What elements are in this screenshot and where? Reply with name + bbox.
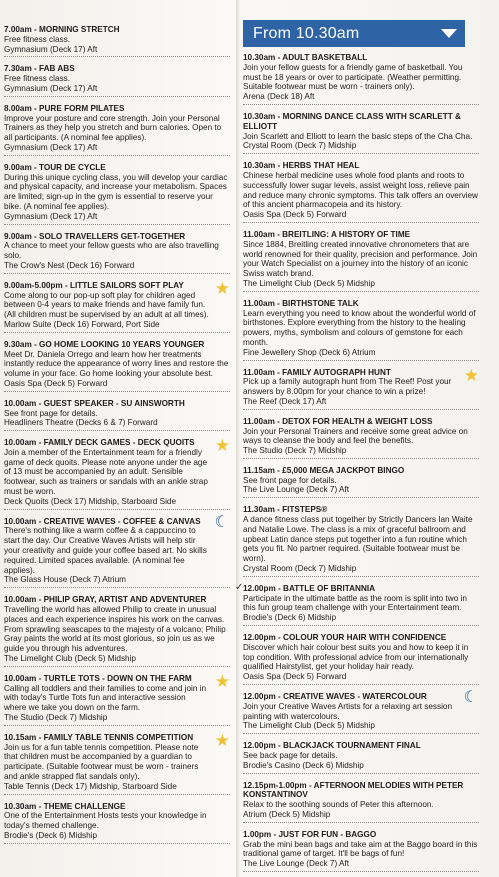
event-description: Join a member of the Entertainment team for a friendly game of deck quoits. Please note anyone under the age of 13 must be accompanied by an adult. Sensible footwear, such as trainers or sandals with an ankle strap must be worn. (4, 447, 208, 497)
event-item (4, 61, 230, 96)
event-description: Improve your posture and core strength. Join your Personal Trainers as they help you stretch and burn calories. Open to all participants. (A nominal fee applies). (4, 113, 222, 143)
event-item (243, 778, 479, 823)
event-item (243, 689, 479, 734)
right-column (235, 0, 483, 877)
event-title: 11.30am - FITSTEPS® (243, 505, 328, 515)
event-location: Atrium (Deck 5) Midship (243, 810, 331, 819)
event-location: The Limelight Club (Deck 5) Midship (4, 654, 136, 664)
event-item (243, 414, 479, 459)
event-description: Since 1884, Breitling created innovative chronometers that are world renowned for their quality, precision and performance. Join your Watch Specialist on a journey into the history of an iconic Swiss watch brand. (243, 239, 478, 279)
event-description: Discover which hair colour best suits you and how to keep it in top condition. With professional advice from our internationally qualified Hairstylist, get your holiday hair ready. (243, 642, 469, 672)
event-location: The Live Lounge (Deck 7) Aft (243, 485, 350, 495)
event-title: 7.30am - FAB ABS (4, 64, 75, 74)
event-title: 11.00am - BIRTHSTONE TALK (243, 298, 359, 308)
section-title: From 10.30am (253, 25, 360, 42)
event-item (243, 463, 479, 498)
event-item (4, 101, 230, 156)
event-item (243, 827, 479, 872)
event-description: See back page for details. (243, 751, 338, 761)
event-description: Join us for a fun table tennis competition. Please note that children must be accompanied by a guardian to participate. (Suitable footwear must be worn - trainers and ankle strapped flat sandals only). (4, 742, 199, 781)
event-item (243, 109, 479, 154)
event-location: Crystal Room (Deck 7) Midship (243, 141, 357, 151)
event-location: The Studio (Deck 7) Midship (243, 446, 347, 456)
event-item (4, 278, 230, 333)
event-description: One of the Entertainment Hosts tests your knowledge in today's themed challenge. (4, 811, 207, 831)
event-title: 9.00am - TOUR DE CYCLE (4, 162, 106, 172)
event-title: 7.00am - MORNING STRETCH (4, 25, 120, 34)
event-description: Participate in the ultimate battle as the room is split into two in this fun group team challenge with your Entertainment team. (243, 593, 467, 613)
family-star-icon: ★ (463, 365, 479, 385)
family-star-icon: ★ (214, 436, 230, 456)
event-description: Free fitness class. (4, 34, 70, 44)
event-item (4, 671, 230, 726)
event-description: A dance fitness class put together by Strictly Dancers Ian Waite and Natalie Lowe. The class is a mix of graceful ballroom and upbeat Latin dance steps put together into a fun routine which gets you fit. No partner required. (Suitable footwear must be worn). (243, 515, 473, 564)
event-location: Marlow Suite (Deck 16) Forward, Port Side (4, 319, 160, 329)
event-item (4, 229, 230, 274)
event-title: 10.00am - FAMILY DECK GAMES - DECK QUOITS (4, 438, 195, 448)
event-title: 11.00am - DETOX FOR HEALTH & WEIGHT LOSS (243, 416, 433, 426)
event-description: Meet Dr. Daniela Orrego and learn how her treatments instantly reduce the appearance of worry lines and restore the volume in your face. Go home looking your absolute best. (4, 349, 229, 379)
event-description: See front page for details. (4, 408, 98, 418)
event-description: Learn everything you need to know about the wonderful world of birthstones. Explore everything from the history to the healing powers, myths, symbolism and colours of gemstone for each month. (243, 308, 476, 347)
event-location: Deck Quoits (Deck 17) Midship, Starboard Side (4, 496, 177, 506)
event-title: 8.00am - PURE FORM PILATES (4, 103, 125, 113)
event-title: 9.00am-5.00pm - LITTLE SAILORS SOFT PLAY (4, 280, 184, 290)
event-location: Brodie's (Deck 6) Midship (4, 830, 98, 840)
event-description: Pick up a family autograph hunt from The Reef! Post your answers by 8.00pm for your chance to win a prize! (243, 377, 452, 397)
event-location: Crystal Room (Deck 7) Midship (243, 564, 357, 574)
family-star-icon: ★ (214, 671, 230, 691)
left-event-list (4, 22, 230, 844)
event-description: Relax to the soothing sounds of Peter this afternoon. (243, 800, 434, 810)
event-description: Grab the mini bean bags and take aim at the Baggo board in this traditional game of target. It'll be bags of fun! (243, 839, 478, 859)
event-location: Table Tennis (Deck 17) Midship, Starboard Side (4, 781, 177, 791)
event-location: The Reef (Deck 17) Aft (243, 396, 327, 406)
creative-waves-icon: ☾ (463, 689, 478, 707)
event-location: Fine Jewellery Shop (Deck 6) Atrium (243, 347, 376, 357)
event-location: The Crow's Nest (Deck 16) Forward (4, 260, 135, 270)
family-star-icon: ★ (214, 730, 230, 750)
event-location: The Glass House (Deck 7) Atrium (4, 575, 126, 585)
event-item (243, 50, 479, 105)
event-location: Oasis Spa (Deck 5) Forward (4, 378, 108, 388)
creative-waves-icon: ☾ (214, 513, 229, 531)
triangle-down-icon (441, 29, 457, 38)
event-item (4, 799, 230, 844)
event-title: 1.00pm - JUST FOR FUN - BAGGO (243, 829, 377, 839)
event-title: 10.00am - TURTLE TOTS - DOWN ON THE FARM (4, 673, 192, 683)
event-description: During this unique cycling class, you will develop your cardiac and physical capacity, and increase your metabolism. Spaces are limited; sign-up in the gym is essential to reserve your bike. (A nominal fee applies). (4, 172, 228, 211)
event-item (4, 730, 230, 795)
event-description: See front page for details. (243, 475, 337, 485)
event-location: Gymnasium (Deck 17) Aft (4, 142, 98, 152)
event-description: Chinese herbal medicine uses whole food plants and roots to successfully lower sugar levels, assist weight loss, relieve pain and reduce many chronic symptoms. This talk offers an overview of this ancient pharmacopeia and its history. (243, 170, 478, 210)
event-description: There's nothing like a warm coffee & a cappuccino to start the day. Our Creative Waves Artists will help stir your creativity and guide your coffee based art. No skills required. Limited spaces available. (A nominal fee applies). (4, 526, 207, 575)
event-location: The Live Lounge (Deck 7) Aft (243, 859, 350, 869)
page-fold (236, 0, 240, 877)
event-item (4, 22, 230, 57)
event-title: 9.30am - GO HOME LOOKING 10 YEARS YOUNGER (4, 339, 205, 349)
event-title: 10.30am - ADULT BASKETBALL (243, 53, 368, 62)
event-item (243, 227, 479, 292)
event-item (243, 158, 479, 223)
event-item (4, 337, 230, 392)
event-description: Join Scarlett and Elliott to learn the basic steps of the Cha Cha. (243, 131, 473, 141)
event-item (243, 296, 479, 361)
event-title: 10.30am - THEME CHALLENGE (4, 801, 126, 811)
family-star-icon: ★ (214, 278, 230, 298)
event-description: A chance to meet your fellow guests who are also travelling solo. (4, 241, 219, 261)
event-title: 12.00pm - CREATIVE WAVES - WATERCOLOUR (243, 692, 427, 702)
event-title: 11.00am - FAMILY AUTOGRAPH HUNT (243, 367, 391, 377)
left-column (4, 0, 230, 877)
event-item (4, 435, 230, 510)
event-item (4, 592, 230, 667)
event-title: 12.00pm - COLOUR YOUR HAIR WITH CONFIDENCE (243, 633, 447, 643)
event-title: 11.15am - £5,000 MEGA JACKPOT BINGO (243, 465, 405, 475)
event-item (243, 630, 479, 685)
event-location: Brodie's Casino (Deck 6) Midship (243, 760, 364, 770)
event-item (243, 738, 479, 773)
event-location: Gymnasium (Deck 17) Aft (4, 83, 98, 93)
event-title: 10.00am - GUEST SPEAKER - SU AINSWORTH (4, 398, 185, 408)
event-title: 12.00pm - BATTLE OF BRITANNIA (243, 583, 376, 593)
event-description: Join your Personal Trainers and receive some great advice on ways to cleanse the body and feel the benefits. (243, 426, 468, 446)
event-location: The Studio (Deck 7) Midship (4, 713, 108, 723)
event-location: Headliners Theatre (Decks 6 & 7) Forward (4, 418, 158, 428)
event-title: 12.15pm-1.00pm - AFTERNOON MELODIES WITH PETER KONSTANTINOV (243, 780, 464, 800)
tick-mark-icon: ✓ (235, 581, 244, 593)
event-location: Oasis Spa (Deck 5) Forward (243, 210, 347, 220)
event-title: 10.00am - CREATIVE WAVES - COFFEE & CANVAS (4, 516, 201, 526)
event-location: Gymnasium (Deck 17) Aft (4, 211, 98, 221)
event-title: 10.30am - HERBS THAT HEAL (243, 161, 360, 171)
event-description: Calling all toddlers and their families to come and join in with today's Turtle Tots fun and interactive session where we take you down on the farm. (4, 683, 207, 713)
event-item (4, 514, 230, 589)
section-header (243, 20, 465, 47)
event-location: Brodie's (Deck 6) Midship (243, 613, 337, 623)
event-location: Arena (Deck 18) Aft (243, 92, 315, 102)
event-description: Free fitness class. (4, 74, 70, 84)
event-location: Oasis Spa (Deck 5) Forward (243, 672, 347, 682)
event-title: 10.00am - PHILIP GRAY, ARTIST AND ADVENTURER (4, 595, 207, 605)
event-item (243, 502, 479, 577)
event-item (4, 160, 230, 225)
event-description: Come along to our pop-up soft play for children aged between 0-4 years to make friends and have family fun. (All children must be supervised by an adult at all times). (4, 290, 209, 320)
event-item (235, 581, 479, 626)
event-title: 12.00pm - BLACKJACK TOURNAMENT FINAL (243, 741, 421, 751)
event-title: 11.00am - BREITLING: A HISTORY OF TIME (243, 229, 411, 239)
event-description: Join your Creative Waves Artists for a relaxing art session painting with watercolours. (243, 701, 453, 721)
event-item (243, 365, 479, 410)
event-item (4, 396, 230, 431)
event-title: 10.30am - MORNING DANCE CLASS WITH SCARLETT & ELLIOTT (243, 111, 461, 131)
event-title: 9.00am - SOLO TRAVELLERS GET-TOGETHER (4, 231, 186, 241)
event-description: Join your fellow guests for a friendly game of basketball. You must be 18 years or over to participate. (Weather permitting. Suitable footwear must be worn - trainers only). (243, 62, 463, 92)
event-title: 10.15am - FAMILY TABLE TENNIS COMPETITION (4, 732, 194, 742)
right-event-list (235, 50, 479, 876)
event-location: Gymnasium (Deck 17) Aft (4, 44, 98, 54)
event-location: The Limelight Club (Deck 5) Midship (243, 721, 375, 731)
event-location: The Limelight Club (Deck 5) Midship (243, 278, 375, 288)
event-description: Travelling the world has allowed Philip to create in unusual places and each experience inspires his work on the canvas. From sprawling seascapes to the majesty of a volcano; Philip Gray paints the world at its most glorious, so join us as we guide you through his adventures. (4, 605, 226, 654)
